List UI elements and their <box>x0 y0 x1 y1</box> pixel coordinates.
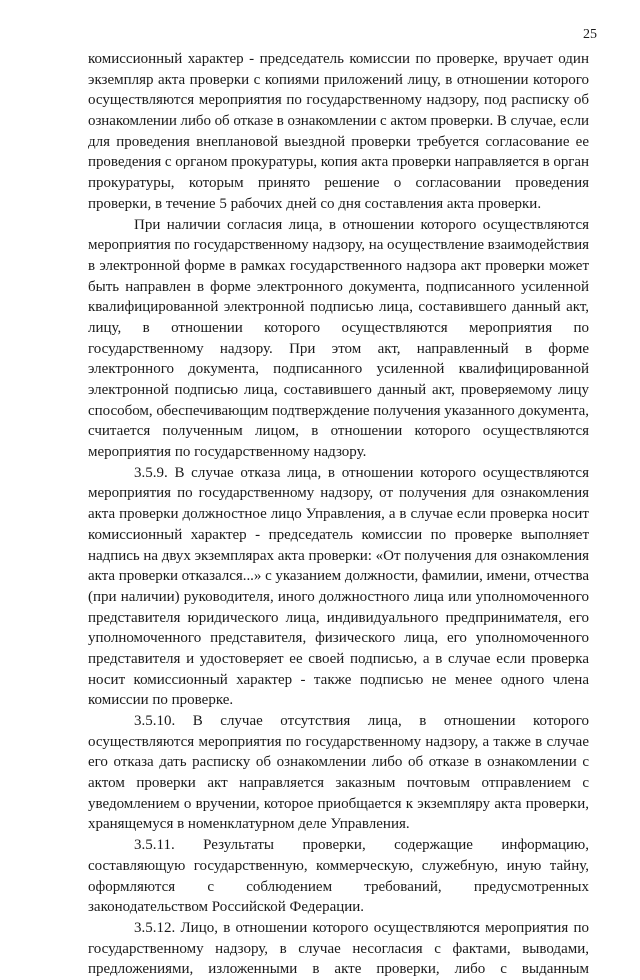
text-line: электронной подписью лица, составившего данный акт, проверяемому лицу <box>88 382 589 398</box>
text-line: акта проверки отказался...» с указанием должности, фамилии, имени, отчества <box>88 568 589 585</box>
text-line: осуществляются мероприятия по государственному надзору, под расписку об <box>88 92 589 109</box>
paragraph-first-line: 3.5.9. В случае отказа лица, в отношении которого осуществляются <box>134 464 589 481</box>
document-body <box>88 49 589 980</box>
paragraph-first-line: 3.5.11. Результаты проверки, содержащие информацию, <box>134 837 589 854</box>
text-line: для проведения внеплановой выездной проверки требуется согласование ее <box>88 133 589 150</box>
text-line: в электронной форме в рамках государственного надзора акт проверки может <box>88 257 589 274</box>
text-line: уведомлением о вручении, которое приобщается к экземпляру акта проверки, <box>88 795 589 812</box>
text-line: государственному надзору. При этом акт, направленный в форме <box>88 340 589 357</box>
text-line: предложениями, изложенными в акте проверки, либо с выданным <box>88 961 589 978</box>
text-line: мероприятия по государственному надзору, от получения для ознакомления <box>88 485 589 502</box>
text-line: государственному надзору, в случае несогласия с фактами, выводами, <box>88 940 589 957</box>
text-line: мероприятия по государственному надзору. <box>88 444 367 461</box>
paragraph-first-line: 3.5.10. В случае отсутствия лица, в отношении которого <box>134 713 589 729</box>
text-line: быть направлен в форме электронного документа, подписанного усиленной <box>88 278 589 295</box>
text-line: оформляются с соблюдением требований, предусмотренных <box>88 878 589 895</box>
text-line: законодательством Российской Федерации. <box>88 899 365 916</box>
text-line: мероприятия по государственному надзору, на осуществление взаимодействия <box>88 237 589 254</box>
text-line: составляющую государственную, коммерческую, служебную, иную тайну, <box>88 857 589 874</box>
text-line: электронного документа, подписанного усиленной квалифицированной <box>88 361 589 378</box>
text-line: (при наличии) руководителя, иного должностного лица или уполномоченного <box>88 588 589 605</box>
text-line: осуществляются мероприятия по государственному надзору, а также в случае <box>88 733 589 750</box>
paragraph-first-line: При наличии согласия лица, в отношении которого осуществляются <box>134 216 589 233</box>
text-line: проверки, в течение 5 рабочих дней со дня составления акта проверки. <box>88 195 542 212</box>
paragraph-first-line: 3.5.12. Лицо, в отношении которого осуществляются мероприятия по <box>134 919 589 936</box>
text-line: его отказа дать расписку об ознакомлении либо об отказе в ознакомлении с <box>88 754 589 771</box>
text-line: представителя и удостоверяет ее своей подписью, а в случае если проверка <box>88 650 589 667</box>
text-line: лицу, в отношении которого осуществляются мероприятия по <box>88 319 589 336</box>
text-line: прокуратуры, которым принято решение о согласовании проведения <box>88 175 589 192</box>
text-line: проведения с органом прокуратуры, копия акта проверки направляется в орган <box>88 154 589 171</box>
text-line: носит комиссионный характер - также подписью не менее одного члена <box>88 671 589 688</box>
text-line: надпись на двух экземплярах акта проверки: «От получения для ознакомления <box>88 547 589 564</box>
text-line: способом, обеспечивающим подтверждение получения указанного документа, <box>88 402 589 419</box>
text-line: комиссионный характер - председатель комиссии по проверке выполняет <box>88 526 589 543</box>
text-line: экземпляр акта проверки с копиями приложений лицу, в отношении которого <box>88 71 589 88</box>
text-line: комиссии по проверке. <box>88 692 234 709</box>
text-line: считается полученным лицом, в отношении которого осуществляются <box>88 423 589 440</box>
text-line: актом проверки акт направляется заказным почтовым отправлением с <box>88 775 589 792</box>
text-line: ознакомлении либо об отказе в ознакомлении с актом проверки. В случае, если <box>88 113 589 130</box>
text-line: хранящемуся в номенклатурном деле Управления. <box>88 816 410 833</box>
text-line: квалифицированной электронной подписью лица, составившего данный акт, <box>88 299 589 316</box>
text-line: представителя юридического лица, индивидуального предпринимателя, его <box>88 609 589 626</box>
text-line: уполномоченного представителя, физического лица, его уполномоченного <box>88 630 589 647</box>
text-line: акта проверки должностное лицо Управления, а в случае если проверка носит <box>88 506 589 523</box>
page-number: 25 <box>583 27 597 42</box>
text-line: комиссионный характер - председатель комиссии по проверке, вручает один <box>88 51 589 67</box>
